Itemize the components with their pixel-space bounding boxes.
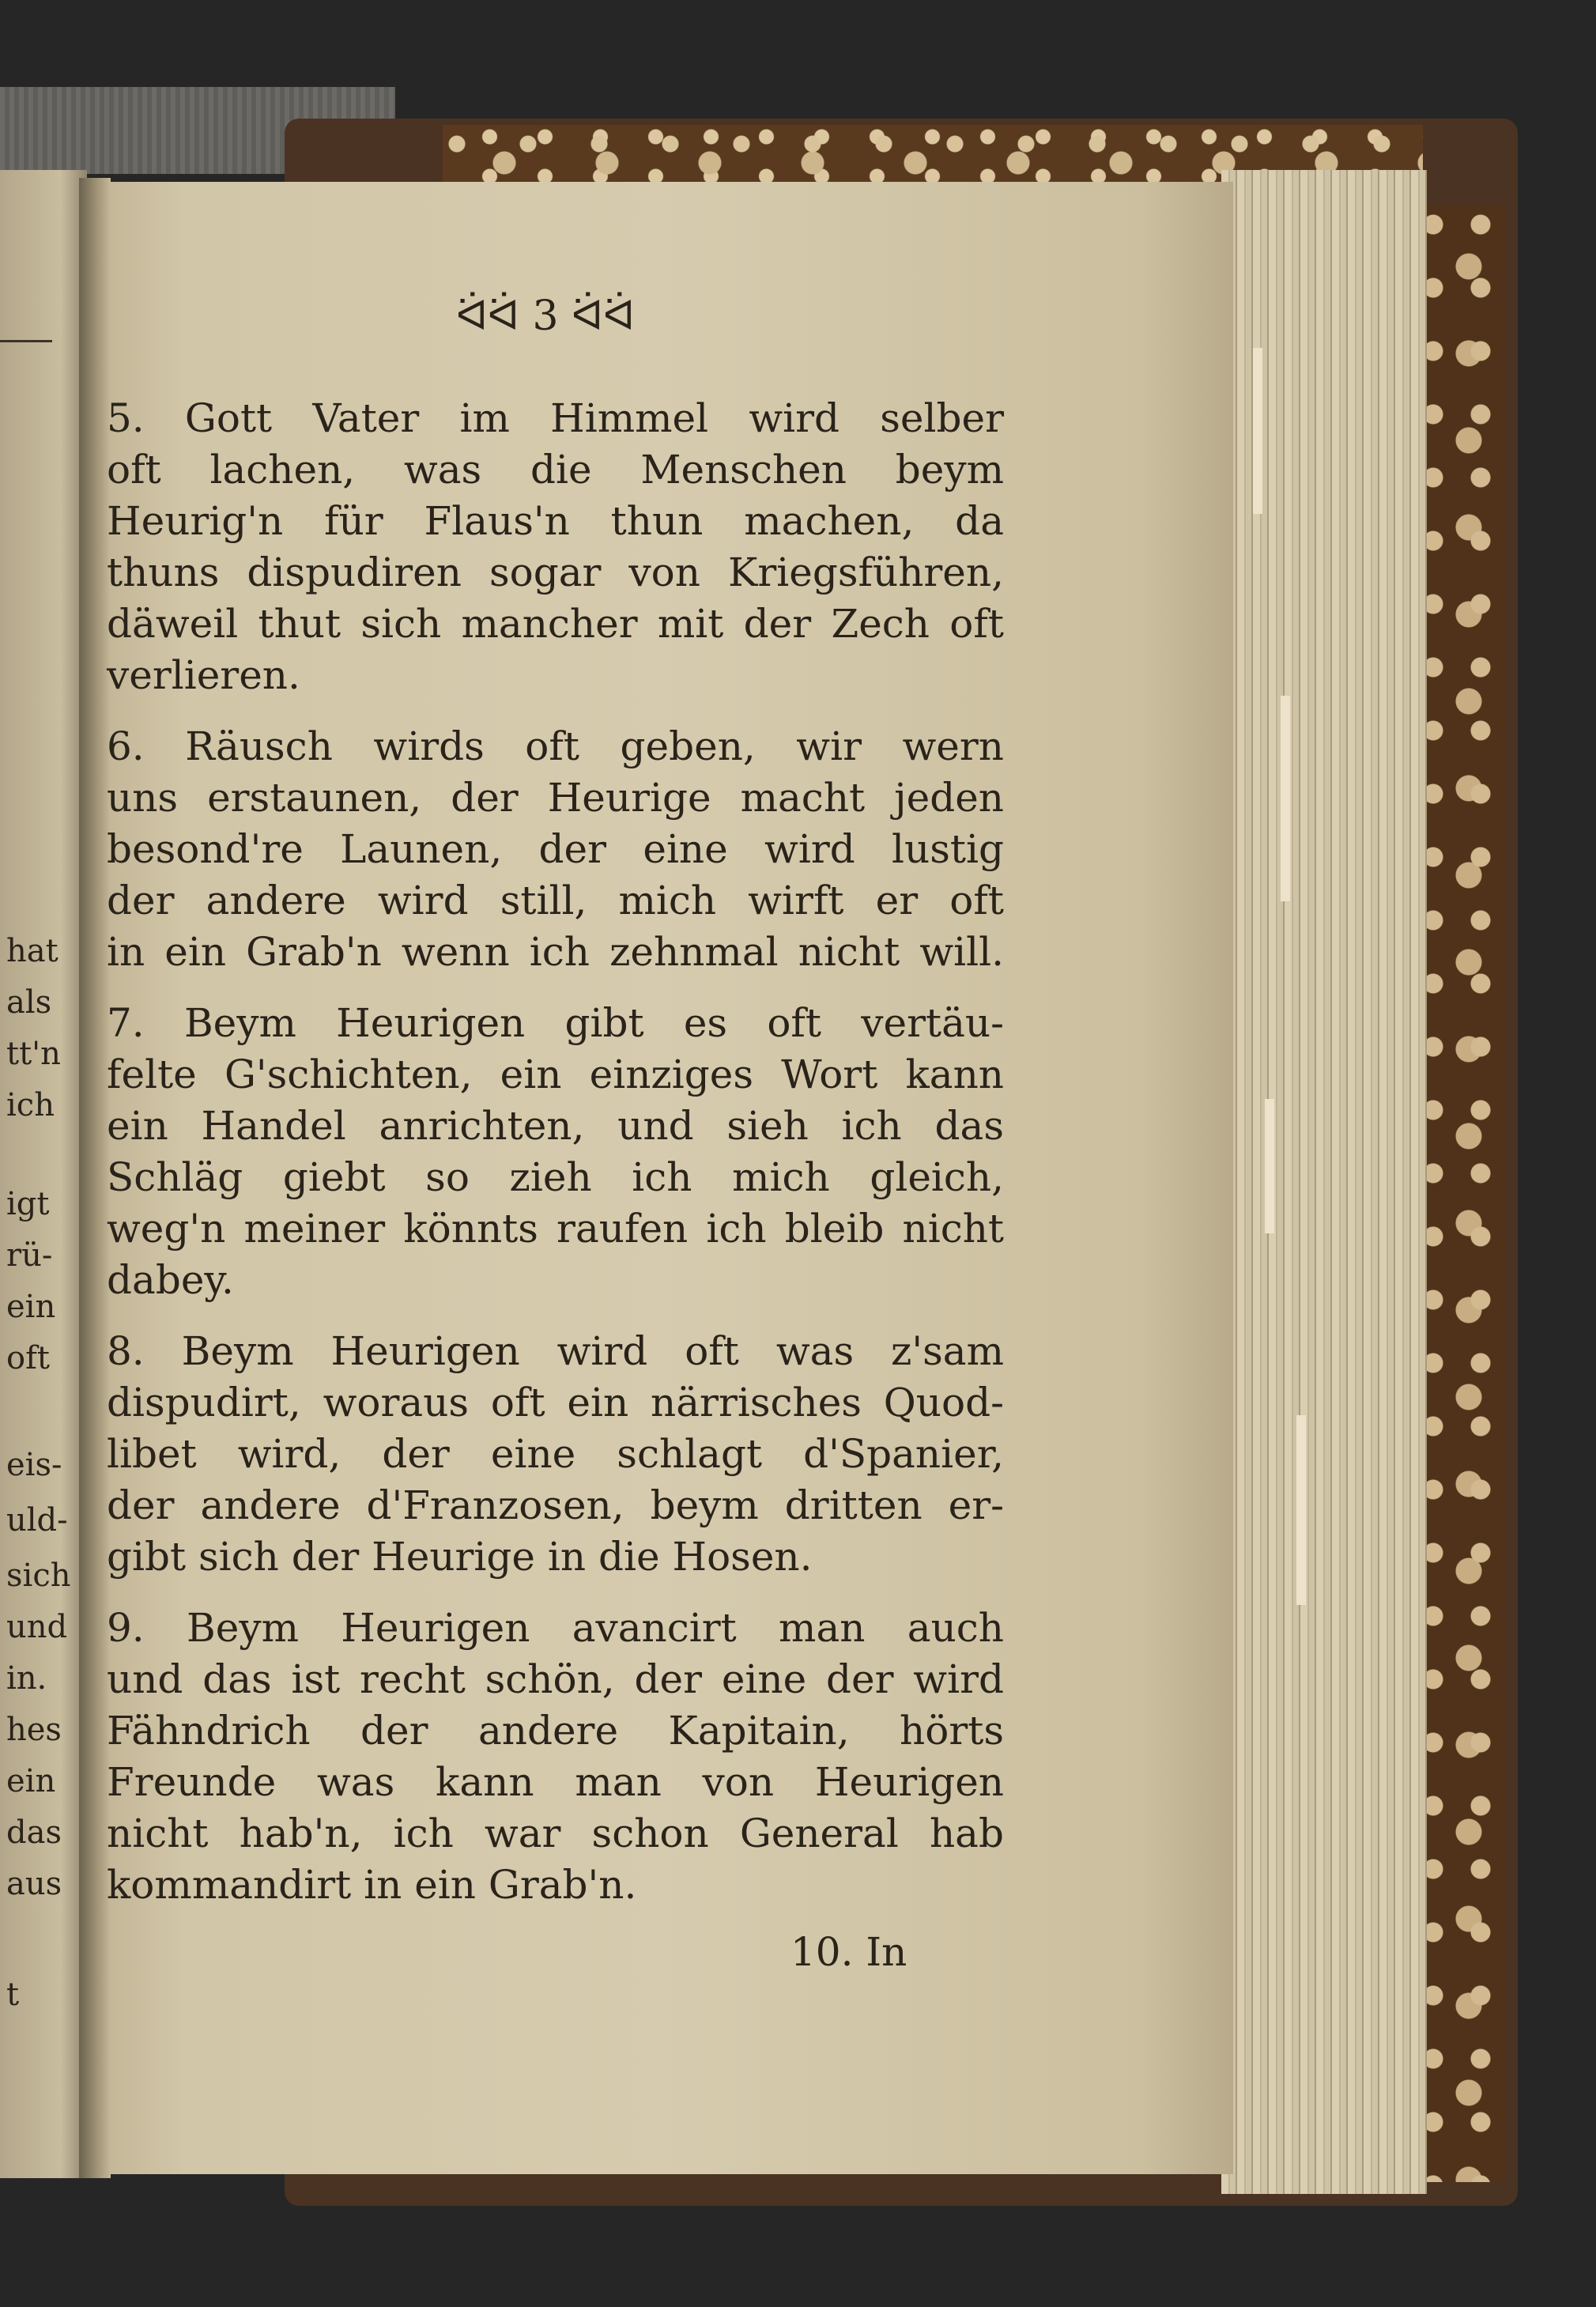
text-line: Schläg giebt so zieh ich mich gleich, [107,1154,1004,1200]
catchword: 10. In [790,1929,907,1975]
fragment: t [6,1977,20,2013]
text-line: Heurig'n für Flaus'n thun machen, da [107,498,1004,544]
text-line: 7. Beym Heurigen gibt es oft vertäu- [107,1000,1004,1046]
fragment: das [6,1814,62,1851]
fragment: aus [6,1866,62,1902]
text-line: 6. Räusch wirds oft geben, wir wern [107,723,1004,769]
page-marker [1253,348,1262,514]
text-line: Freunde was kann man von Heurigen [107,1759,1004,1805]
text-line: 5. Gott Vater im Himmel wird selber [107,395,1004,441]
fragment: ich [6,1087,55,1123]
facing-page-rule [0,340,52,342]
text-line: kommandirt in ein Grab'n. [107,1862,637,1908]
text-line: der andere wird still, mich wirft er oft [107,878,1004,923]
text-line: oft lachen, was die Menschen beym [107,447,1004,493]
text-line: uns erstaunen, der Heurige macht jeden [107,775,1004,821]
text-line: däweil thut sich mancher mit der Zech oft [107,601,1004,647]
text-line: nicht hab'n, ich war schon General hab [107,1810,1004,1856]
fragment: eis- [6,1447,62,1483]
page-marker [1281,696,1290,901]
text-line: gibt sich der Heurige in die Hosen. [107,1534,813,1580]
text-line: dabey. [107,1257,234,1303]
fragment: in. [6,1660,47,1697]
marbled-edge-right [1419,206,1506,2182]
page-header: ᐛᐛ 3 ᐛᐛ [455,293,636,340]
text-line: 8. Beym Heurigen wird oft was z'sam [107,1328,1004,1374]
text-line: felte G'schichten, ein einziges Wort kann [107,1052,1004,1097]
fragment: und [6,1609,68,1645]
fragment: igt [6,1186,50,1222]
fragment: hat [6,933,58,969]
text-line: 9. Beym Heurigen avancirt man auch [107,1605,1004,1651]
text-line: verlieren. [107,652,300,698]
fragment: ein [6,1763,56,1799]
fragment: rü- [6,1237,53,1274]
text-line: ein Handel anrichten, und sieh ich das [107,1103,1004,1149]
fragment: uld- [6,1502,68,1539]
page-marker [1296,1415,1306,1605]
text-line: Fähndrich der andere Kapitain, hörts [107,1708,1004,1754]
page-gutter [79,178,111,2178]
fragment: oft [6,1340,50,1376]
text-line: weg'n meiner könnts raufen ich bleib nicht [107,1206,1004,1252]
text-line: dispudirt, woraus oft ein närrisches Quod- [107,1380,1004,1425]
text-line: besond're Launen, der eine wird lustig [107,826,1004,872]
text-line: in ein Grab'n wenn ich zehnmal nicht will. [107,929,1004,975]
text-line: und das ist recht schön, der eine der wird [107,1656,1004,1702]
fragment: sich [6,1558,71,1594]
fragment: als [6,984,52,1021]
text-line: der andere d'Franzosen, beym dritten er- [107,1482,1004,1528]
text-line: thuns dispudiren sogar von Kriegsführen, [107,549,1004,595]
fragment: tt'n [6,1036,61,1072]
page-marker [1265,1099,1274,1233]
text-line: libet wird, der eine schlagt d'Spanier, [107,1431,1004,1477]
fragment: ein [6,1289,56,1325]
page-edges [1221,170,1427,2194]
fragment: hes [6,1712,62,1748]
